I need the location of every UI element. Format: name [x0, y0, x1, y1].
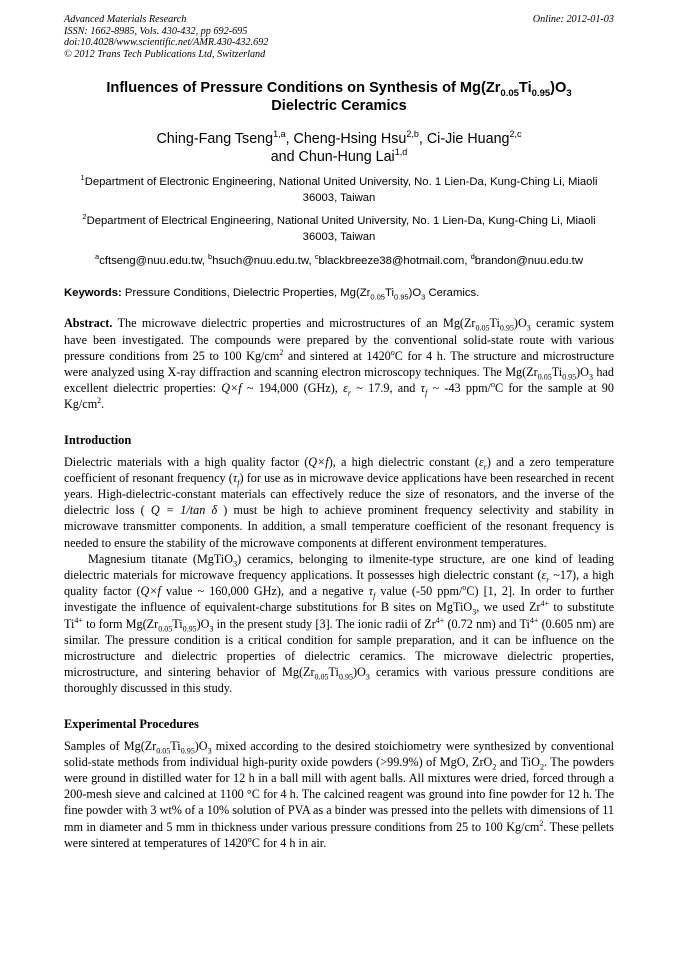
abstract: Abstract. The microwave dielectric properties and microstructures of an $Mg(Zr_{0.05}Ti_{0.95})O_3$ ceramic system have been investigated. The compounds were prepared by the conventional solid-state route with various pressure conditions from 25 to 100 $Kg/cm^2$ and sintered at 1420$^o$C for 4 h. The structure and microstructure were analyzed using X-ray diffraction and scanning electron microscopy techniques. The $Mg(Zr_{0.05}Ti_{0.95})O_3$ had excellent dielectric properties: Q×f ~ 194,000 (GHz), $\varepsilon_r$ ~ 17.9, and $\tau_f$ ~ -43 ppm/$^o$C for the sample at 90 $Kg/cm^2$.: [64, 316, 615, 412]
online-date: Online: 2012-01-03: [532, 14, 614, 25]
affiliation-1: $^1$Department of Electronic Engineering, National United University, No. 1 Lien-Da, Kung-Ching Li, Miaoli 36003, Taiwan: [80, 173, 598, 204]
introduction-heading: Introduction: [64, 432, 132, 447]
keywords-label: Keywords:: [64, 287, 122, 300]
journal-name: Advanced Materials Research: [64, 14, 187, 25]
paper-page: [64, 14, 614, 851]
journal-issn: ISSN: 1662-8985, Vols. 430-432, pp 692-695: [64, 25, 248, 37]
abstract-label: Abstract.: [64, 316, 113, 331]
journal-header: [64, 14, 614, 60]
author-list: Ching-Fang Tseng$^{1,a}$, Cheng-Hsing Hsu$^{2,b}$, Ci-Jie Huang$^{2,c}$ and Chun-Hung Lai$^{1,d}$: [156, 129, 522, 166]
journal-copyright: © 2012 Trans Tech Publications Ltd, Switzerland: [64, 48, 266, 60]
loss-equation: Q = 1/tan δ: [150, 503, 218, 518]
experimental-heading: Experimental Procedures: [64, 716, 199, 731]
journal-doi: doi:10.4028/www.scientific.net/AMR.430-432.692: [64, 37, 269, 49]
introduction-paragraph-2: Magnesium titanate (MgTiO$_3$) ceramics, belonging to ilmenite-type structure, are one kind of leading dielectric materials for microwave frequency applications. It possesses high dielectric constant ($\varepsilon_r$ ~17), a high quality factor (Q×f value ~ 160,000 GHz), and a negative $\tau_f$ value (-50 ppm/$^o$C) [1, 2]. In order to further investigate the influence of equivalent-charge substitutions for B sites on MgTiO$_3$, we used $Zr^{4+}$ to substitute $Ti^{4+}$ to form $Mg(Zr_{0.05}Ti_{0.95})O_3$ in the present study [3]. The ionic radii of $Zr^{4+}$ (0.72 nm) and $Ti^{4+}$ (0.605 nm) are similar. The pressure condition is a critical condition for sample preparation, and it can be influence on the microstructure and dielectric properties of dielectric ceramics. The microwave dielectric properties, microstructure, and sintering behavior of $Mg(Zr_{0.05}Ti_{0.95})O_3$ ceramics with various pressure conditions are thoroughly discussed in this study.: [64, 551, 614, 696]
author-emails: $^a$cftseng@nuu.edu.tw, $^b$hsuch@nuu.edu.tw, $^c$blackbreeze38@hotmail.com, $^d$brandon@nuu.edu.tw: [95, 252, 583, 268]
experimental-paragraph: Samples of $Mg(Zr_{0.05}Ti_{0.95})O_3$ mixed according to the desired stoichiometry were synthesized by conventional solid-state methods from individual high-purity oxide powders (>99.9%) of MgO, ZrO$_2$ and TiO$_2$. The powders were ground in distilled water for 12 h in a ball mill with agent balls. All mixtures were dried, forced through a 200-mesh sieve and calcined at 1100 °C for 4 h. The calcined reagent was ground into fine powder for 12 h. The fine powder with 3 wt% of a 10% solution of PVA as a binder was pressed into the pellets with dimensions of 11 mm in diameter and 5 mm in thickness under various pressure conditions from 25 to 100 $Kg/cm^2$. These pellets were sintered at temperatures of 1420$^o$C for 4 h in air.: [64, 738, 614, 850]
introduction-paragraph-1: Dielectric materials with a high quality factor (Q×f), a high dielectric constant $(\varepsilon_r)$ and a zero temperature coefficient of resonant frequency $(\tau_f)$ for use as in microwave device applications have been researched in recent years. High-dielectric-constant materials can effectively reduce the size of resonators, and the inverse of the dielectric loss ( Q = 1/tan δ ) must be high to achieve prominent frequency selectivity and stability in microwave transmitter components. In addition, a small temperature coefficient of the resonant frequency is needed to ensure the stability of the microwave components at different environment temperatures.: [64, 454, 615, 550]
affiliation-2: $^2$Department of Electrical Engineering, National United University, No. 1 Lien-Da, Kung-Ching Li, Miaoli 36003, Taiwan: [82, 212, 596, 243]
paper-title: Influences of Pressure Conditions on Synthesis of $Mg(Zr_{0.05}Ti_{0.95})O_3$ Dielectric Ceramics: [106, 80, 572, 115]
keywords: Keywords: Pressure Conditions, Dielectric Properties, $Mg(Zr_{0.05}Ti_{0.95})O_3$ Ceramics.: [64, 287, 480, 302]
